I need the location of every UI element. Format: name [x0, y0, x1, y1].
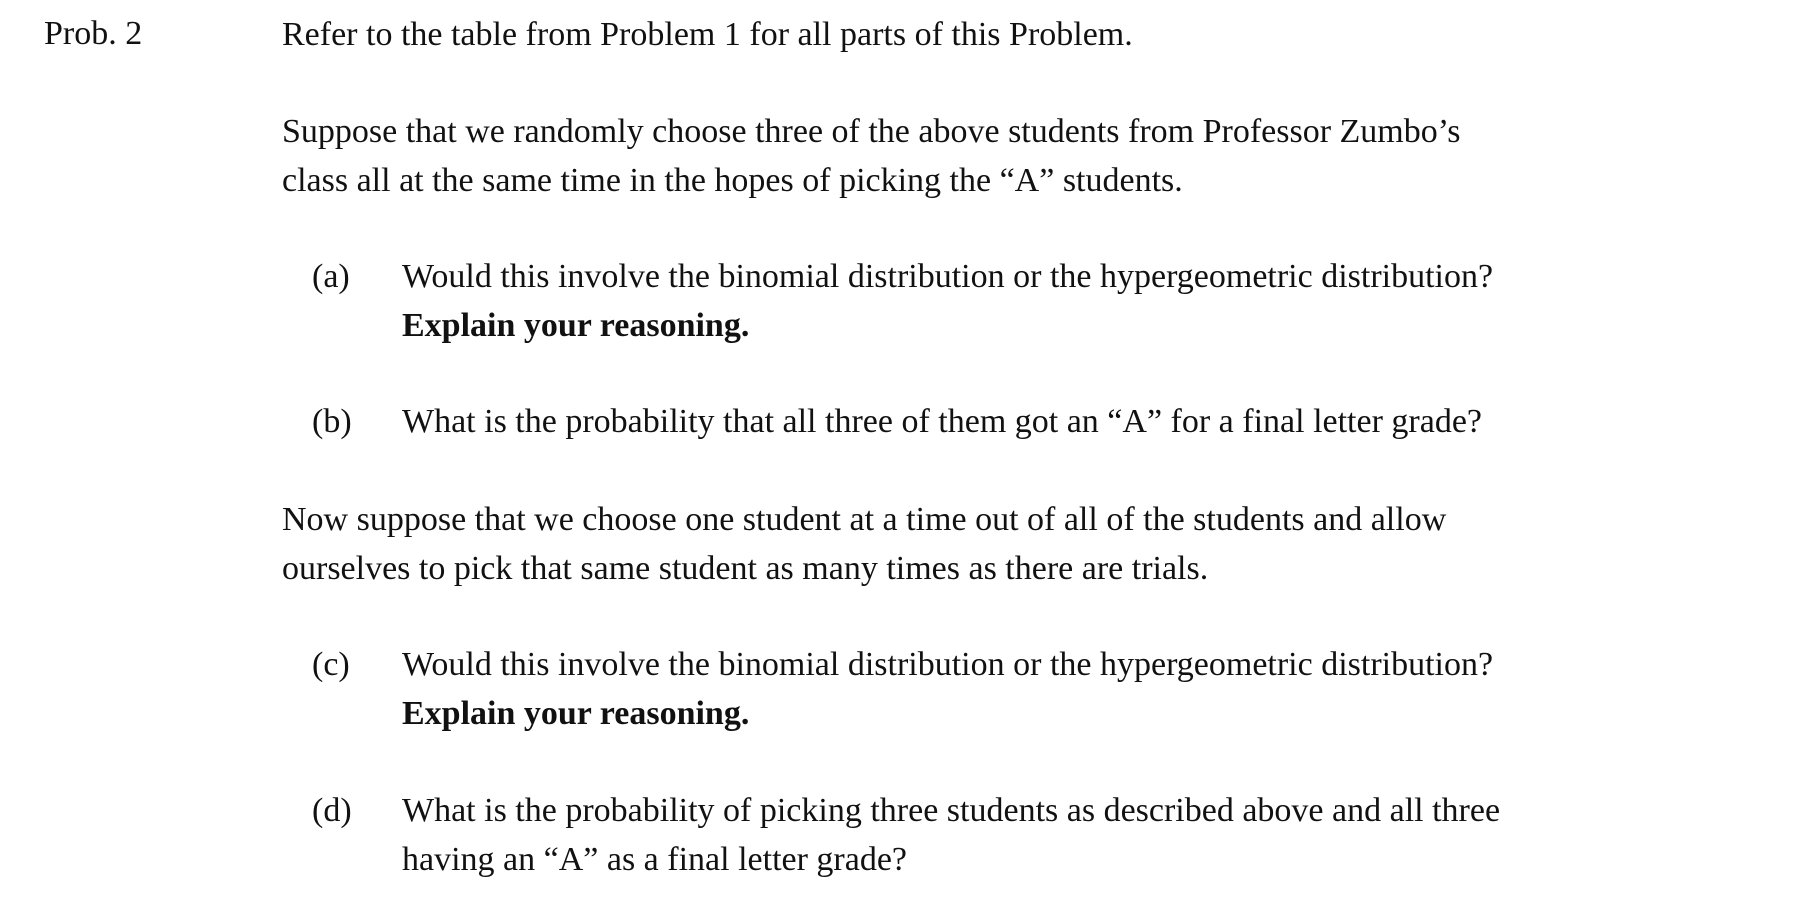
- item-c-bold-instruction: Explain your reasoning.: [402, 695, 750, 732]
- item-marker-c: (c): [312, 646, 350, 683]
- item-d-line2: having an “A” as a final letter grade?: [402, 841, 908, 878]
- setup1-line1: Suppose that we randomly choose three of the above students from Professor Zumbo’s: [282, 113, 1461, 150]
- item-marker-b: (b): [312, 403, 352, 440]
- item-text-b: [402, 397, 1702, 446]
- setup1-line2: class all at the same time in the hopes of picking the “A” students.: [282, 162, 1183, 199]
- item-text-d: [402, 786, 1702, 884]
- intro-text: Refer to the table from Problem 1 for all parts of this Problem.: [282, 16, 1133, 53]
- item-marker-a: (a): [312, 258, 350, 295]
- item-text-a: [402, 252, 1702, 350]
- item-text-c: [402, 640, 1702, 738]
- item-marker-d: (d): [312, 792, 352, 829]
- item-a-line1: Would this involve the binomial distribution or the hypergeometric distribution?: [402, 258, 1494, 295]
- intro-paragraph: [282, 10, 1702, 59]
- item-b-line1: What is the probability that all three of them got an “A” for a final letter grade?: [402, 403, 1483, 440]
- setup-paragraph-1: [282, 107, 1702, 205]
- item-d-line1: What is the probability of picking three students as described above and all three: [402, 792, 1501, 829]
- item-c-line1: Would this involve the binomial distribution or the hypergeometric distribution?: [402, 646, 1494, 683]
- item-a-bold-instruction: Explain your reasoning.: [402, 307, 750, 344]
- setup2-line1: Now suppose that we choose one student at a time out of all of the students and allow: [282, 501, 1447, 538]
- problem-label: Prob. 2: [44, 15, 143, 52]
- setup2-line2: ourselves to pick that same student as many times as there are trials.: [282, 550, 1209, 587]
- setup-paragraph-2: [282, 495, 1702, 593]
